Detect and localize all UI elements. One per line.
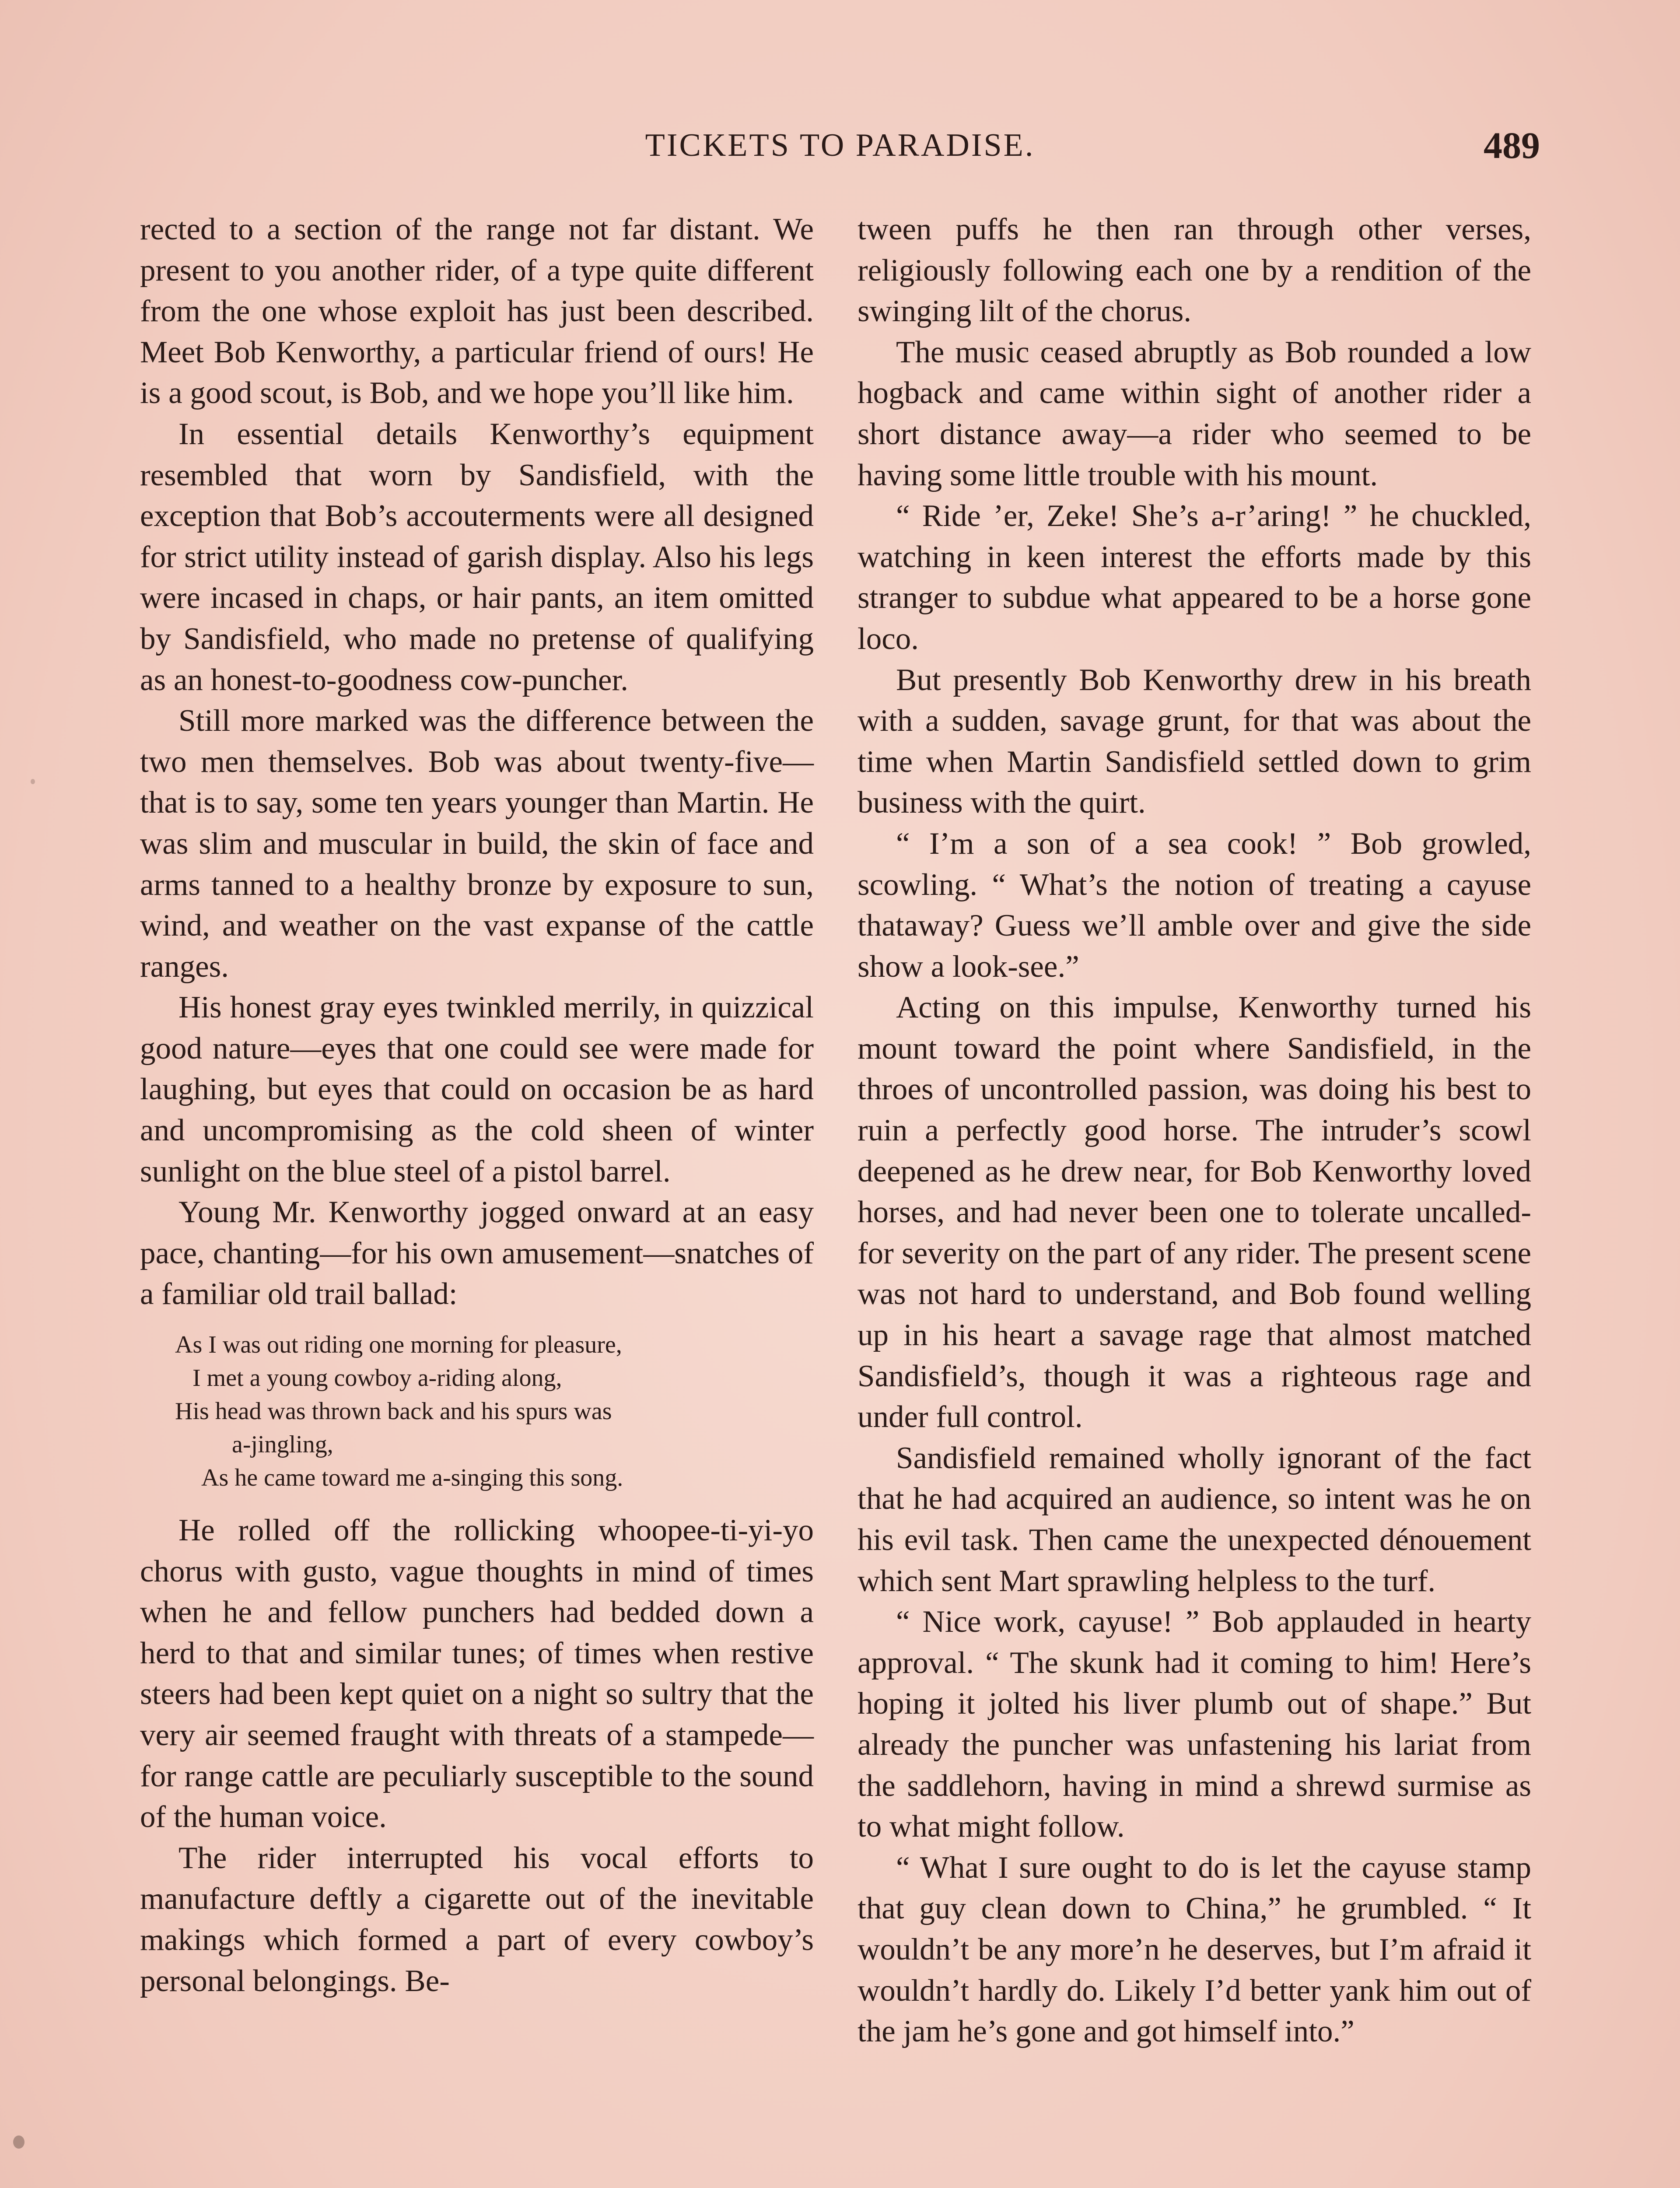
paragraph: Sandisfield remained wholly ignorant of the fact that he had acquired an audience, so intent was he on his evil task. Then came the unexpected dénouement which sent Mart sprawling helpless to the turf.	[858, 1441, 1531, 1598]
verse-line: His head was thrown back and his spurs was	[175, 1398, 612, 1425]
verse-line: As I was out riding one morning for pleasure,	[175, 1331, 622, 1359]
running-title: TICKETS TO PARADISE.	[645, 127, 1035, 163]
paragraph: The music ceased abruptly as Bob rounded a low hogback and came within sight of another rider a short distance away—a rider who seemed to be having some little trouble with his mount.	[858, 335, 1531, 492]
ballad-verse	[175, 1328, 814, 1494]
paragraph: “ Ride ’er, Zeke! She’s a-r’aring! ” he chuckled, watching in keen interest the efforts made by this stranger to subdue what appeared to be a horse gone loco.	[858, 499, 1531, 656]
left-column	[140, 209, 814, 2002]
paragraph: “ What I sure ought to do is let the cayuse stamp that guy clean down to China,” he grumbled. “ It wouldn’t be any more’n he deserves, but I’m afraid it wouldn’t hardly do. Likely I’d better yank him out of the jam he’s gone and got himself into.”	[858, 1850, 1531, 2049]
paragraph: Acting on this impulse, Kenworthy turned his mount toward the point where Sandisfield, in the throes of uncontrolled passion, was doing his best to ruin a perfectly good horse. The intruder’s scowl deepened as he drew near, for Bob Kenworthy loved horses, and had never been one to tolerate uncalled-for severity on the part of any rider. The present scene was not hard to understand, and Bob found welling up in his heart a savage rage that almost matched Sandisfield’s, though it was a righteous rage and under full control.	[858, 990, 1531, 1434]
verse-line: a-jingling,	[232, 1431, 333, 1459]
paragraph: He rolled off the rollicking whoopee-ti-yi-yo chorus with gusto, vague thoughts in mind of times when he and fellow punchers had bedded down a herd to that and similar tunes; of times when restive steers had been kept quiet on a night so sultry that the very air seemed fraught with threats of a stampede—for range cattle are peculiarly susceptible to the sound of the human voice.	[140, 1513, 814, 1834]
paragraph: rected to a section of the range not far distant. We present to you another rider, of a type quite different from the one whose exploit has just been described. Meet Bob Kenworthy, a particular friend of ours! He is a good scout, is Bob, and we hope you’ll like him.	[140, 212, 814, 410]
paragraph: The rider interrupted his vocal efforts to manufacture deftly a cigarette out of the inevitable makings which formed a part of every cowboy’s personal belongings. Be-	[140, 1841, 814, 1998]
paper-speck	[13, 2135, 24, 2149]
paper-speck	[31, 779, 35, 784]
paragraph: His honest gray eyes twinkled merrily, in quizzical good nature—eyes that one could see were made for laughing, but eyes that could on occasion be as hard and uncompromising as the cold sheen of winter sunlight on the blue steel of a pistol barrel.	[140, 990, 814, 1189]
paragraph: Still more marked was the difference between the two men themselves. Bob was about twenty-five—that is to say, some ten years younger than Martin. He was slim and muscular in build, the skin of face and arms tanned to a healthy bronze by exposure to sun, wind, and weather on the vast expanse of the cattle ranges.	[140, 704, 814, 984]
paragraph: In essential details Kenworthy’s equipment resembled that worn by Sandisfield, with the exception that Bob’s accouterments were all designed for strict utility instead of garish display. Also his legs were incased in chaps, or hair pants, an item omitted by Sandisfield, who made no pretense of qualifying as an honest-to-goodness cow-puncher.	[140, 417, 814, 697]
right-column	[858, 209, 1531, 2052]
verse-line: As he came toward me a-singing this song.	[201, 1464, 623, 1492]
page-header	[140, 124, 1540, 179]
paragraph: But presently Bob Kenworthy drew in his breath with a sudden, savage grunt, for that was about the time when Martin Sandisfield settled down to grim business with the quirt.	[858, 663, 1531, 820]
page-number: 489	[1484, 124, 1540, 166]
verse-line: I met a young cowboy a-riding along,	[192, 1364, 562, 1392]
paragraph: “ I’m a son of a sea cook! ” Bob growled, scowling. “ What’s the notion of treating a cayuse thataway? Guess we’ll amble over and give the side show a look-see.”	[858, 826, 1531, 984]
paragraph: “ Nice work, cayuse! ” Bob applauded in hearty approval. “ The skunk had it coming to him! Here’s hoping it jolted his liver plumb out of shape.” But already the puncher was unfastening his lariat from the saddlehorn, having in mind a shrewd surmise as to what might follow.	[858, 1605, 1531, 1844]
paragraph: tween puffs he then ran through other verses, religiously following each one by a rendition of the swinging lilt of the chorus.	[858, 212, 1531, 329]
paragraph: Young Mr. Kenworthy jogged onward at an easy pace, chanting—for his own amusement—snatches of a familiar old trail ballad:	[140, 1195, 814, 1311]
